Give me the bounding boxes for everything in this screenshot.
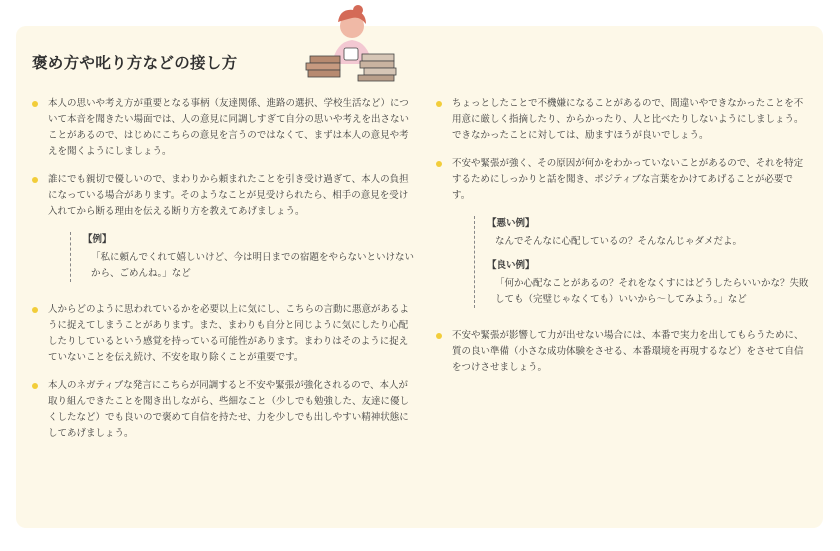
- list-item: 不安や緊張が影響して力が出せない場合には、本番で実力を出してもらうために、質の良い準備（小さな成功体験をさせる、本番環境を再現するなど）をさせて自信をつけさせましょう。: [434, 328, 810, 376]
- bullet-icon: [32, 307, 38, 313]
- example-box: [474, 216, 810, 308]
- bullet-icon: [32, 383, 38, 389]
- left-column: [30, 96, 414, 454]
- list-item: 人からどのように思われているかを必要以上に気にし、こちらの言動に悪意があるように捉えてしまうことがあります。また、まわりも自分と同じように気にしたり心配したりしているという感覚を持っている可能性があります。まわりはそのように捉えていないことを伝え続け、不安を取り除くことが重要です。: [30, 302, 414, 366]
- bullet-icon: [436, 161, 442, 167]
- bad-example-text: なんでそんなに心配しているの？そんなんじゃダメだよ。: [495, 236, 743, 247]
- list-item: ちょっとしたことで不機嫌になることがあるので、間違いやできなかったことを不用意に厳しく指摘したり、からかったり、人と比べたりしないようにしましょう。できなかったことに対しては、励ますほうが良いでしょう。: [434, 96, 810, 144]
- good-example-label: 【良い例】: [487, 260, 535, 271]
- list-item: 不安や緊張が強く、その原因が何かをわかっていないことがあるので、それを特定するためにしっかりと話を聞き、ポジティブな言葉をかけてあげることが必要です。: [434, 156, 810, 204]
- example-box: [70, 232, 414, 282]
- page-title: 褒め方や叱り方などの接し方: [32, 54, 238, 72]
- bullet-icon: [32, 177, 38, 183]
- list-item: 本人のネガティブな発言にこちらが同調すると不安や緊張が強化されるので、本人が取り組んできたことを聞き出しながら、些細なこと（少しでも勉強した、友達に優しくしたなど）でも良いので褒めて自信を持たせ、力を少しでも出しやすい精神状態にしてあげましょう。: [30, 378, 414, 442]
- list-item: 誰にでも親切で優しいので、まわりから頼まれたことを引き受け過ぎて、本人の負担になっている場合があります。そのようなことが見受けられたら、相手の意見を受け入れてから断る理由を伝える断り方を教えてあげましょう。: [30, 172, 414, 220]
- good-example-text: 「何か心配なことがあるの？それをなくすにはどうしたらいいかな？失敗しても（完璧じゃなくても）いいから〜してみよう。」など: [495, 278, 809, 305]
- person-with-books-illustration: [300, 4, 400, 84]
- right-column: [434, 96, 810, 388]
- example-label: 【例】: [83, 234, 112, 245]
- list-item: 本人の思いや考え方が重要となる事柄（友達関係、進路の選択、学校生活など）について本音を聞きたい場面では、人の意見に同調しすぎて自分の思いや考えを出さないことがあるので、はじめにこちらの意見を言うのではなくて、まずは本人の意見や考えを聞くようにしましょう。: [30, 96, 414, 160]
- bullet-icon: [436, 333, 442, 339]
- bullet-icon: [32, 101, 38, 107]
- bad-example-label: 【悪い例】: [487, 218, 535, 229]
- example-text: 「私に頼んでくれて嬉しいけど、今は明日までの宿題をやらないといけないから、ごめんね。」など: [91, 252, 415, 279]
- bullet-icon: [436, 101, 442, 107]
